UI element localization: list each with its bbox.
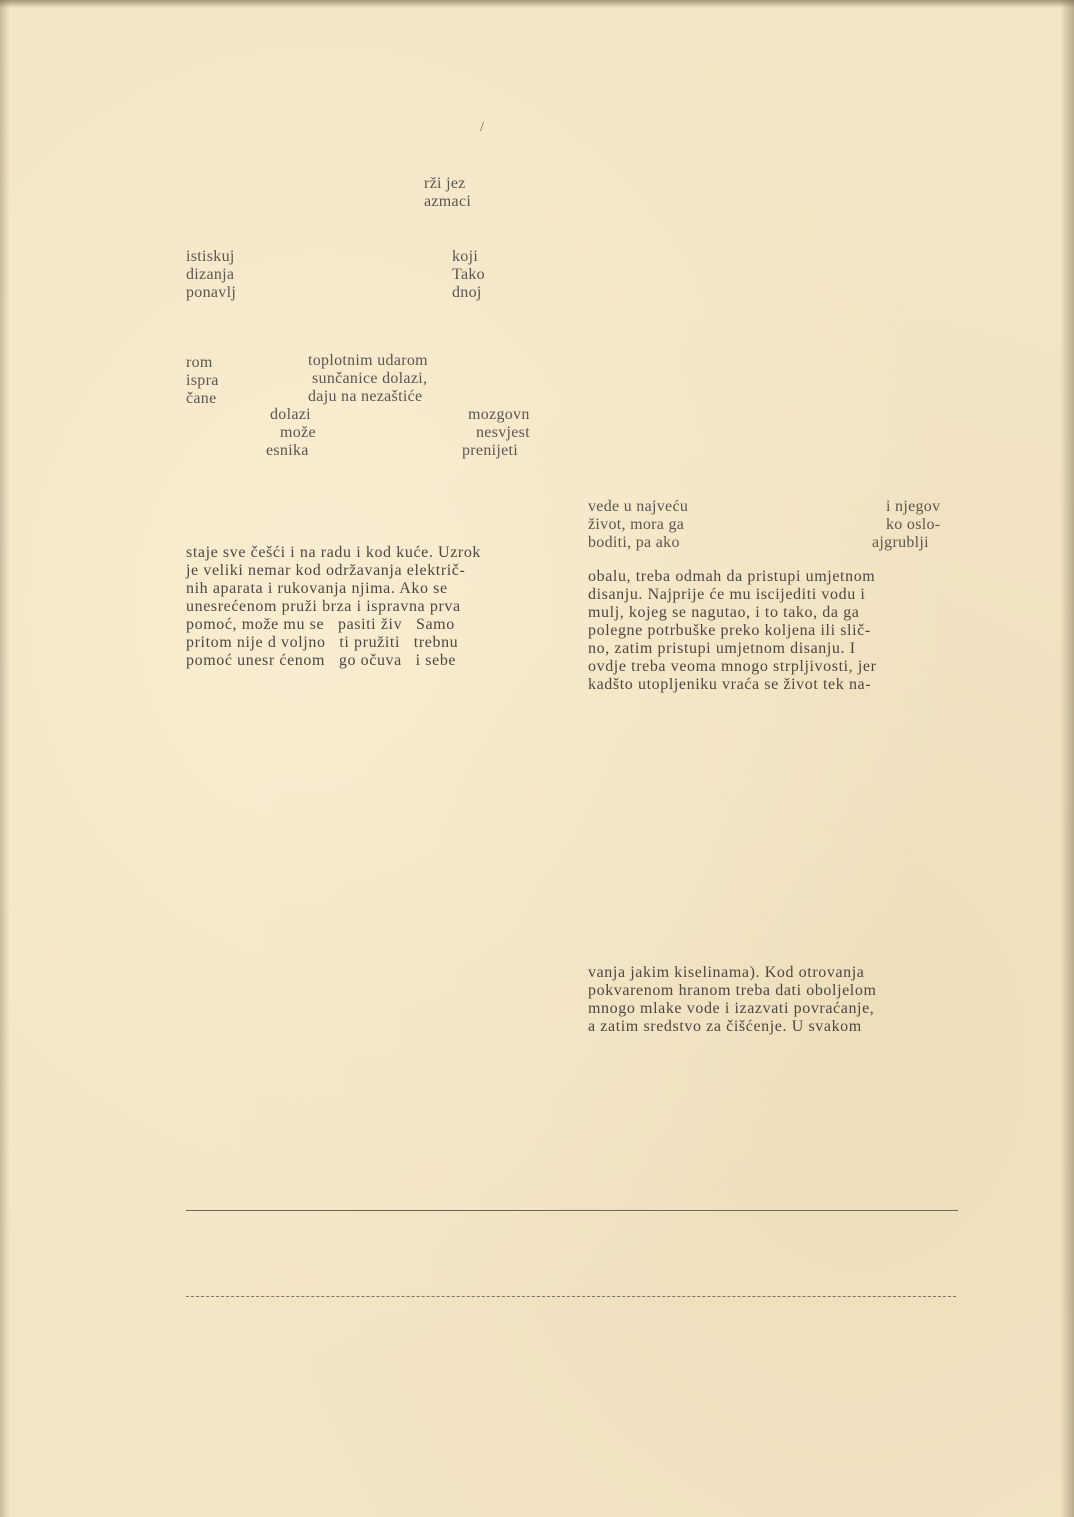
fragment-block3-left-2: ispra [186, 372, 219, 389]
fragment-block2-right-3: dnoj [452, 284, 482, 301]
right-paragraph-line: ovdje treba veoma mnogo strpljivosti, jer [588, 658, 877, 675]
fragment-block3-mid-3: daju na nezaštiće [308, 388, 423, 405]
right-top-right-2: ko oslo- [886, 516, 941, 533]
fragment-block3-lowright-2: nesvjest [476, 424, 530, 441]
fragment-top-center-1: rži jez [424, 175, 466, 192]
fragment-top-center-2: azmaci [424, 193, 472, 210]
left-paragraph-line: je veliki nemar kod održavanja električ- [186, 562, 466, 579]
right-paragraph-line: polegne potrbuške preko koljena ili slič- [588, 622, 871, 639]
fragment-block3-lowleft-1: dolazi [270, 406, 311, 423]
right-paragraph-line: no, zatim pristupi umjetnom disanju. I [588, 640, 856, 657]
fragment-block2-left-2: dizanja [186, 266, 235, 283]
left-paragraph-line: unesrećenom pruži brza i ispravna prva [186, 598, 461, 615]
fragment-block3-mid-2: sunčanice dolazi, [312, 370, 428, 387]
fragment-block3-lowleft-3: esnika [266, 442, 309, 459]
fragment-block2-right-1: koji [452, 248, 479, 265]
right-paragraph-line: mulj, kojeg se nagutao, i to tako, da ga [588, 604, 860, 621]
fragment-block3-lowright-1: mozgovn [468, 406, 530, 423]
left-paragraph-line: pritom nije d voljno ti pružiti trebnu [186, 634, 459, 651]
right-top-left-2: život, mora ga [588, 516, 685, 533]
right-top-left-1: vede u najveću [588, 498, 689, 515]
page-top-edge [0, 0, 1074, 8]
fragment-block2-left-3: ponavlj [186, 284, 237, 301]
left-paragraph-line: pomoć, može mu se pasiti živ Samo [186, 616, 455, 633]
left-paragraph-line: staje sve češći i na radu i kod kuće. Uzrok [186, 544, 482, 561]
left-paragraph [186, 544, 558, 670]
right-lower-paragraph-line: a zatim sredstvo za čišćenje. U svakom [588, 1018, 862, 1035]
right-top-right-3: ajgrublji [872, 534, 929, 551]
right-lower-paragraph-line: vanja jakim kiselinama). Kod otrovanja [588, 964, 865, 981]
right-paragraph-line: disanju. Najprije će mu iscijediti vodu i [588, 586, 866, 603]
right-lower-paragraph-line: pokvarenom hranom treba dati oboljelom [588, 982, 877, 999]
fragment-block3-lowright-3: prenijeti [462, 442, 519, 459]
fragment-block2-right-2: Tako [452, 266, 485, 283]
fragment-block3-left-1: rom [186, 354, 213, 371]
horizontal-rule [186, 1210, 958, 1211]
page-left-edge [0, 0, 10, 1517]
right-lower-paragraph-line: mnogo mlake vode i izazvati povraćanje, [588, 1000, 875, 1017]
left-paragraph-line: nih aparata i rukovanja njima. Ako se [186, 580, 448, 597]
fragment-block3-mid-1: toplotnim udarom [308, 352, 428, 369]
right-paragraph-line: obalu, treba odmah da pristupi umjetnom [588, 568, 876, 585]
left-paragraph-line: pomoć unesr ćenom go očuva i sebe [186, 652, 457, 669]
right-paragraph-line: kadšto utopljeniku vraća se život tek na- [588, 676, 872, 693]
page-right-edge [1060, 0, 1074, 1517]
horizontal-rule-dotted [186, 1296, 956, 1297]
stray-mark: / [480, 120, 484, 135]
right-lower-paragraph [588, 964, 960, 1036]
right-top-right-1: i njegov [886, 498, 941, 515]
right-top-left-3: boditi, pa ako [588, 534, 680, 551]
fragment-block2-left-1: istiskuj [186, 248, 235, 265]
fragment-block3-lowleft-2: može [280, 424, 316, 441]
fragment-block3-left-3: čane [186, 390, 217, 407]
right-paragraph [588, 568, 960, 694]
